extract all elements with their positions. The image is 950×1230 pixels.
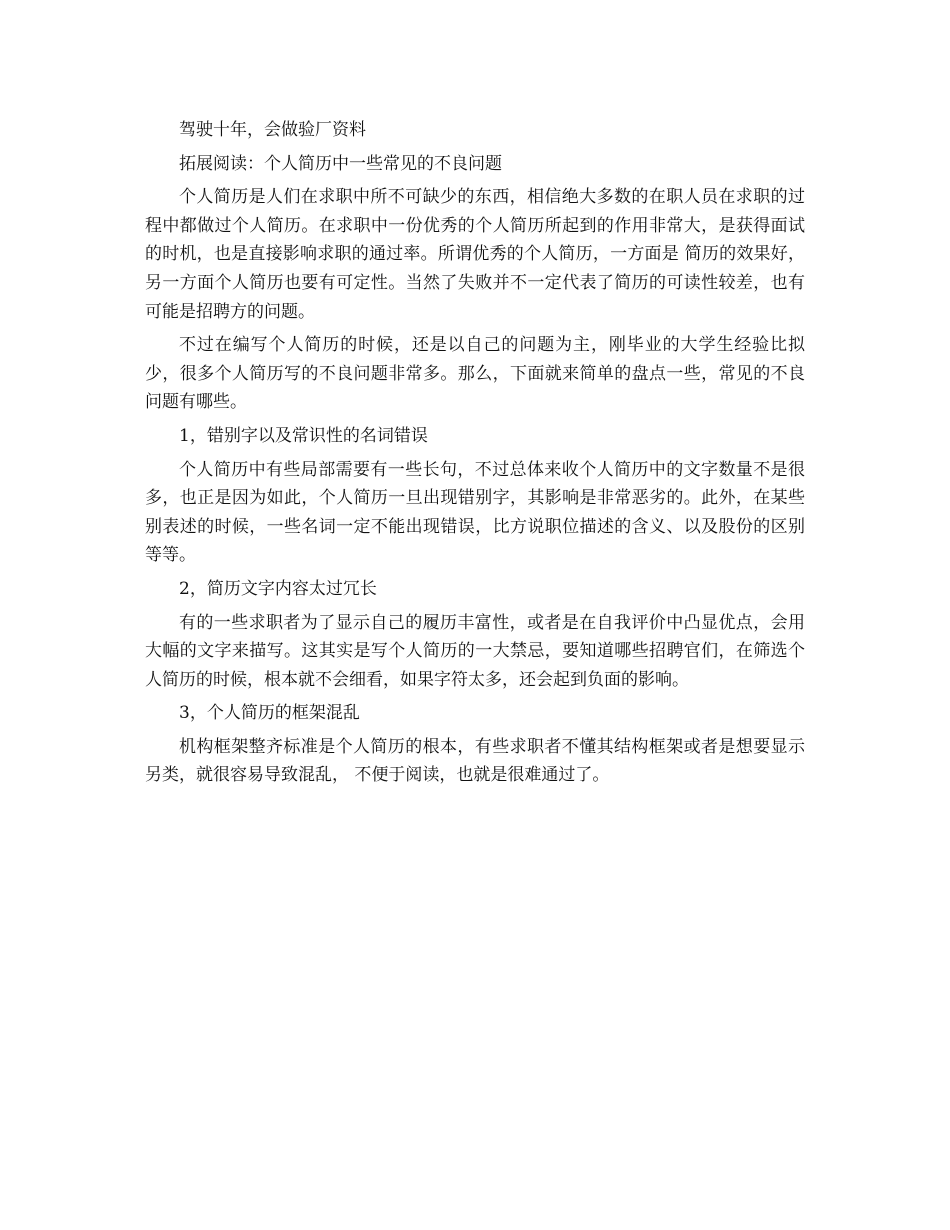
paragraph-typos: 个人简历中有些局部需要有一些长句，不过总体来收个人简历中的文字数量不是很多，也正是因为如此，个人简历一旦出现错别字，其影响是非常恶劣的。此外，在某些别表述的时候，一些名词一定不能出现错误，比方说职位描述的含义、以及股份的区别等等。 <box>145 459 805 566</box>
paragraph-resume-importance: 个人简历是人们在求职中所不可缺少的东西，相信绝大多数的在职人员在求职的过程中都做过个人简历。在求职中一份优秀的个人简历所起到的作用非常大，是获得面试的时机，也是直接影响求职的通过率。所谓优秀的个人简历，一方面是 简历的效果好，另一方面个人简历也要有可定性。当然了失败并不一定代表了简历的可读性较差，也有可能是招聘方的问题。 <box>145 187 805 322</box>
section-heading-too-long: 2，简历文字内容太过冗长 <box>179 578 377 599</box>
paragraph-common-problems: 不过在编写个人简历的时候，还是以自己的问题为主，刚毕业的大学生经验比拟少，很多个人简历写的不良问题非常多。那么，下面就来简单的盘点一些，常见的不良问题有哪些。 <box>145 335 805 413</box>
section-heading-messy-structure: 3，个人简历的框架混乱 <box>179 703 360 724</box>
section-heading-typos: 1，错别字以及常识性的名词错误 <box>179 425 428 446</box>
document-body <box>145 116 805 795</box>
paragraph-messy-structure: 机构框架整齐标准是个人简历的根本，有些求职者不懂其结构框架或者是想要显示另类，就很容易导致混乱， 不便于阅读，也就是很难通过了。 <box>145 736 805 786</box>
paragraph-intro-line: 驾驶十年，会做验厂资料 <box>179 120 366 140</box>
paragraph-too-long: 有的一些求职者为了显示自己的履历丰富性，或者是在自我评价中凸显优点，会用大幅的文字来描写。这其实是写个人简历的一大禁忌，要知道哪些招聘官们，在筛选个人简历的时候，根本就不会细看，如果字符太多，还会起到负面的影响。 <box>145 612 805 690</box>
paragraph-extended-reading-title: 拓展阅读：个人简历中一些常见的不良问题 <box>179 153 502 174</box>
